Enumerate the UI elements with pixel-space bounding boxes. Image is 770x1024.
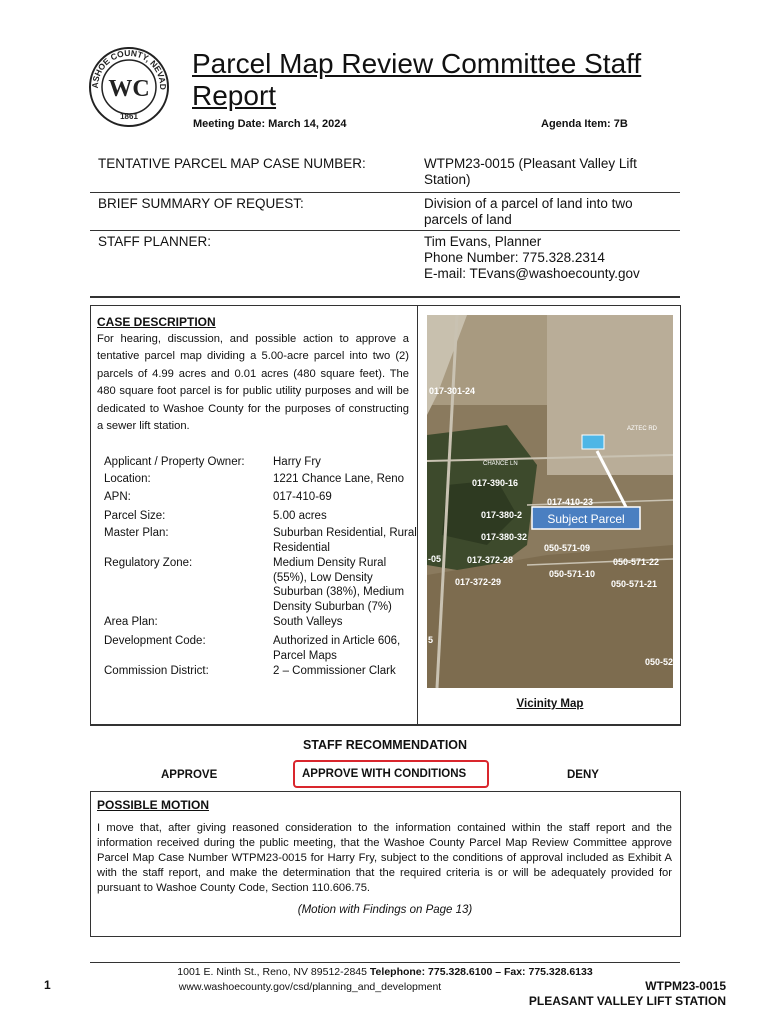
section-divider bbox=[90, 296, 680, 298]
detail-key: Commission District: bbox=[104, 665, 209, 677]
map-parcel-label: 017-380-32 bbox=[481, 532, 528, 542]
agenda-item: Agenda Item: 7B bbox=[541, 118, 628, 130]
detail-value: 5.00 acres bbox=[273, 510, 327, 522]
case-number-value: WTPM23-0015 (Pleasant Valley Lift Station) bbox=[424, 156, 637, 187]
summary-row bbox=[90, 192, 680, 231]
map-road-label: CHANCE LN bbox=[483, 461, 518, 467]
detail-key: Applicant / Property Owner: bbox=[104, 456, 245, 468]
detail-key: Master Plan: bbox=[104, 527, 169, 539]
svg-text:WASHOE COUNTY, NEVADA: ASHOE COUNTY, NEVAD bbox=[89, 47, 169, 90]
detail-value: Suburban Residential, Rural Residential bbox=[273, 527, 417, 554]
detail-key: Area Plan: bbox=[104, 616, 158, 628]
map-parcel-label: 017-410-23 bbox=[547, 497, 594, 507]
map-parcel-label: 017-380-2 bbox=[481, 510, 523, 520]
map-road-label: AZTEC RD bbox=[627, 426, 657, 432]
detail-key: Location: bbox=[104, 473, 151, 485]
recommendation-heading: STAFF RECOMMENDATION bbox=[302, 738, 468, 752]
footer-phones: Telephone: 775.328.6100 – Fax: 775.328.6133 bbox=[369, 966, 593, 978]
summary-value: Division of a parcel of land into two parcels of land bbox=[424, 196, 633, 227]
map-parcel-label: 017-301-24 bbox=[429, 386, 476, 396]
possible-motion-text: I move that, after giving reasoned consideration to the information contained within the staff report and the information received during the public meeting, that the Washoe County Parcel Map Review Committee approve Parcel Map Case Number WTPM23-0015 for Harry Fry, subject to the conditions of approval included as Exhibit A with the staff report, and make the determination that the required criteria is or will be adequately provided for pursuant to Washoe County Code, Section 110.606.75. bbox=[97, 822, 672, 894]
footer-case-name: PLEASANT VALLEY LIFT STATION bbox=[528, 994, 726, 1008]
option-approve-with-conditions: APPROVE WITH CONDITIONS bbox=[302, 768, 467, 780]
detail-value: Medium Density Rural (55%), Low Density Suburban (38%), Medium Density Suburban (7%) bbox=[273, 557, 405, 613]
vicinity-map bbox=[427, 315, 673, 688]
detail-value: 017-410-69 bbox=[273, 491, 332, 503]
detail-value: Harry Fry bbox=[273, 456, 321, 468]
planner-label: STAFF PLANNER: bbox=[98, 234, 212, 249]
map-parcel-label: 017-372-28 bbox=[467, 555, 514, 565]
footer-case-id: WTPM23-0015 bbox=[645, 979, 726, 993]
svg-text:1861: 1861 bbox=[120, 112, 138, 121]
case-description-text: For hearing, discussion, and possible action to approve a tentative parcel map dividing a 5.00-acre parcel into two (2) parcels of 4.99 acres and 0.01 acres (480 square feet). The 480 square foot parcel is for public utility purposes and will be dedicated to Washoe County for the purposes of constructing a sewer lift station. bbox=[97, 333, 409, 433]
option-deny: DENY bbox=[567, 769, 599, 781]
planner-row bbox=[90, 230, 680, 288]
map-parcel-label: 5 bbox=[428, 635, 434, 645]
case-description-heading: CASE DESCRIPTION bbox=[97, 315, 216, 329]
footer-website[interactable]: www.washoecounty.gov/csd/planning_and_development bbox=[178, 981, 442, 993]
option-approve: APPROVE bbox=[161, 769, 218, 781]
footer-divider bbox=[90, 962, 680, 963]
footer-street: 1001 E. Ninth St., Reno, NV 89512-2845 bbox=[177, 966, 367, 978]
motion-note: (Motion with Findings on Page 13) bbox=[297, 904, 473, 916]
detail-key: Development Code: bbox=[104, 635, 206, 647]
map-parcel-label: 050-571-09 bbox=[544, 543, 591, 553]
detail-value: Authorized in Article 606, Parcel Maps bbox=[273, 635, 401, 662]
map-parcel-label: 050-571-22 bbox=[613, 557, 660, 567]
detail-value: 2 – Commissioner Clark bbox=[273, 665, 396, 677]
map-parcel-label: 050-571-21 bbox=[611, 579, 658, 589]
detail-key: Parcel Size: bbox=[104, 510, 166, 522]
case-number-label: TENTATIVE PARCEL MAP CASE NUMBER: bbox=[98, 156, 366, 171]
meeting-date: Meeting Date: March 14, 2024 bbox=[193, 118, 347, 130]
case-number-row bbox=[90, 152, 680, 193]
county-seal-logo bbox=[88, 46, 170, 128]
page-title: Parcel Map Review Committee Staff Report bbox=[192, 48, 642, 111]
detail-key: Regulatory Zone: bbox=[104, 557, 193, 569]
map-parcel-label: 050-571-10 bbox=[549, 569, 596, 579]
svg-text:WC: WC bbox=[108, 76, 150, 102]
map-parcel-label: 017-372-29 bbox=[455, 577, 502, 587]
planner-email: E-mail: TEvans@washoecounty.gov bbox=[424, 266, 640, 281]
possible-motion-heading: POSSIBLE MOTION bbox=[97, 798, 210, 812]
summary-label: BRIEF SUMMARY OF REQUEST: bbox=[98, 196, 304, 211]
map-parcel-label: 050-52 bbox=[645, 657, 673, 667]
planner-value bbox=[424, 234, 674, 282]
map-parcel-label: 017-390-16 bbox=[472, 478, 519, 488]
planner-name: Tim Evans, Planner bbox=[424, 234, 542, 249]
detail-value: 1221 Chance Lane, Reno bbox=[273, 473, 405, 485]
map-caption: Vicinity Map bbox=[516, 698, 584, 710]
subject-parcel-label: Subject Parcel bbox=[547, 512, 625, 526]
detail-value: South Valleys bbox=[273, 616, 343, 628]
planner-phone: Phone Number: 775.328.2314 bbox=[424, 250, 605, 265]
detail-key: APN: bbox=[104, 491, 131, 503]
map-parcel-label: -05 bbox=[428, 554, 442, 564]
footer-address bbox=[90, 966, 680, 978]
page-number: 1 bbox=[44, 978, 51, 992]
